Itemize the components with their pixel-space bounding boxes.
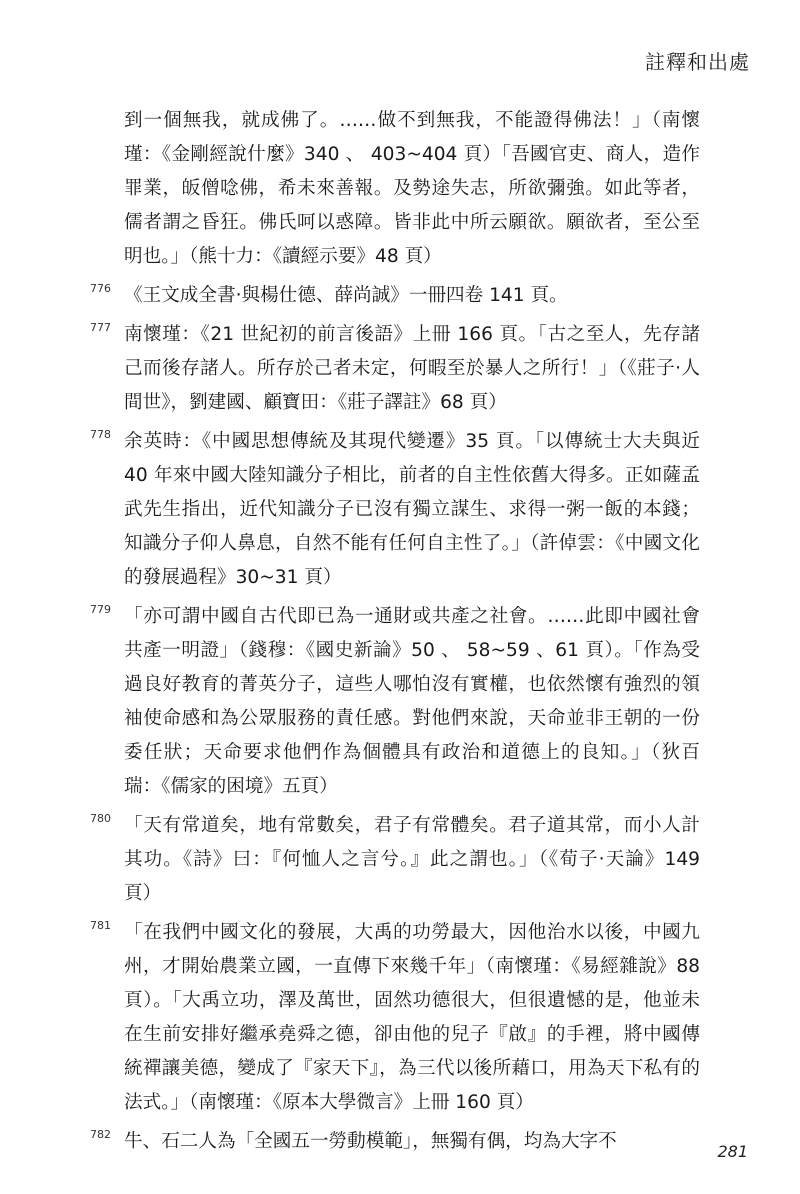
note-text: 「天有常道矣，地有常數矣，君子有常體矣。君子道其常，而小人計其功。《詩》曰：『何恤人之言兮。』此之謂也。」（《荀子‧天論》149 頁） (124, 815, 700, 904)
note-text: 牛、石二人為「全國五一勞動模範」，無獨有偶，均為大字不 (124, 1131, 617, 1152)
note-number: 781 (90, 919, 111, 932)
note-number: 777 (90, 321, 111, 334)
page-number: 281 (717, 1142, 748, 1161)
note-text: 南懷瑾：《21 世紀初的前言後語》上冊 166 頁。「古之至人，先存諸己而後存諸人。所存於己者未定，何暇至於暴人之所行！」（《莊子‧人間世》，劉建國、顧寶田：《莊子譯註》68 頁） (124, 324, 700, 413)
note-number: 776 (90, 282, 111, 295)
continued-note-text: 到一個無我，就成佛了。……做不到無我，不能證得佛法！」（南懷瑾：《金剛經說什麼》340 、 403~404 頁）「吾國官吏、商人，造作罪業，皈僧唸佛，希未來善報。及勢途失志，所欲彌強。如此等者，儒者謂之昏狂。佛氏呵以惑障。皆非此中所云願欲。願欲者，至公至明也。」（熊十力：《讀經示要》48 頁） (124, 110, 700, 267)
note-text: 「在我們中國文化的發展，大禹的功勞最大，因他治水以後，中國九州，才開始農業立國，一直傳下來幾千年」（南懷瑾：《易經雜說》88 頁）。「大禹立功，澤及萬世，固然功德很大，但很遺憾的是，他並未在生前安排好繼承堯舜之德，卻由他的兒子『啟』的手裡，將中國傳統禪讓美德，變成了『家天下』，為三代以後所藉口，用為天下私有的法式。」（南懷瑾：《原本大學微言》上冊 160 頁） (124, 922, 700, 1113)
endnote-782 (90, 1125, 700, 1159)
endnote-781 (90, 916, 700, 1120)
running-header: 註釋和出處 (645, 50, 750, 74)
endnote-779 (90, 600, 700, 804)
note-text: 《王文成全書‧與楊仕德、薛尚誠》一冊四卷 141 頁。 (124, 285, 568, 306)
note-text: 「亦可謂中國自古代即已為一通財或共產之社會。……此即中國社會共產一明證」（錢穆：《國史新論》50 、 58~59 、61 頁）。「作為受過良好教育的菁英分子，這些人哪怕沒有實權，也依然懷有強烈的領袖使命感和為公眾服務的責任感。對他們來說，天命並非王朝的一份委任狀；天命要求他們作為個體具有政治和道德上的良知。」（狄百瑞：《儒家的困境》五頁） (124, 606, 700, 797)
endnote-777 (90, 318, 700, 420)
endnote-780 (90, 809, 700, 911)
endnote-778 (90, 425, 700, 595)
note-text: 余英時：《中國思想傳統及其現代變遷》35 頁。「以傳統士大夫與近 40 年來中國大陸知識分子相比，前者的自主性依舊大得多。正如薩孟武先生指出，近代知識分子已沒有獨立謀生、求得一粥一飯的本錢；知識分子仰人鼻息，自然不能有任何自主性了。」（許倬雲：《中國文化的發展過程》30~31 頁） (124, 431, 700, 588)
endnote-776 (90, 279, 700, 313)
note-number: 778 (90, 428, 111, 441)
note-number: 782 (90, 1128, 111, 1141)
note-number: 779 (90, 603, 111, 616)
endnotes-section (90, 104, 700, 1159)
note-number: 780 (90, 812, 111, 825)
